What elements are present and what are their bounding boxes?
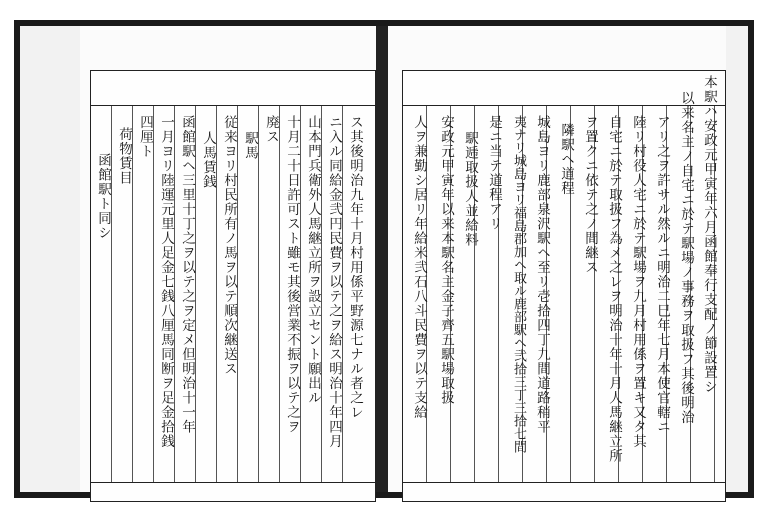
left-heading-jinba-chinsen: 人馬賃銭 [200,131,216,189]
left-col-5: 廃ス [263,115,279,144]
left-bottom-band [91,482,375,501]
left-col-11: 四厘ト [137,115,153,159]
right-col-4: 陸リ村役人宅ニ於テ駅場ヲ九月村用係ヲ置キ又タ其 [630,115,646,449]
right-col-9: 夷ナリ城島ヨリ福島郡加ヘ取ル鹿部駅ヘ弐拾三丁三拾七間 [511,115,526,453]
left-heading-ekiba: 駅馬 [242,131,258,160]
left-col-4: 十月二十日許可スト雖モ其後営業不振ヲ以テ之ヲ [284,115,300,434]
right-page-margin [726,26,748,492]
right-col-6: ヲ置クニ依テ之ノ間継ス [582,115,598,275]
right-col-1: 本駅ハ安政元甲寅年六月函館奉行支配ノ節設置シ [701,75,717,394]
right-col-2: 以来名主ノ自宅ニ於テ駅場ノ事務ヲ取扱フ其後明治 [678,91,694,425]
left-col-10: 一月ヨリ陸運元里人足金七銭八厘馬同断ヲ足金拾銭 [158,115,174,449]
left-page-margin [20,26,80,492]
right-col-5: 自宅ニ於テ取扱フ為メ之レヲ明治十年十月人馬継立所 [606,115,622,463]
right-col-12: 安政元甲寅年以来本駅名主金子齊五駅場取扱 [438,115,454,405]
right-col-8: 城島ヨリ鹿部泉沢駅ヘ至リ壱拾四丁九間道路稍平 [534,115,550,434]
book-gutter [376,26,388,492]
left-page-frame [90,70,376,502]
left-heading-nimotsu: 荷物賃目 [116,127,132,185]
right-col-3: アリ之ヲ許サル然ルニ明治二巳年七月本使官轄ニ [654,115,670,434]
left-col-1: ス其後明治九年十月村用係平野源七ナル者之レ [347,115,363,420]
right-page [388,26,748,492]
left-col-2: ニ入ル同給金弐円民費ヲ以テ之ヲ給ス明治十年四月 [326,115,342,449]
left-top-band [91,71,375,106]
left-col-7: 従来ヨリ村民所有ノ馬ヲ以テ順次継送ス [221,115,237,376]
right-top-band [403,71,725,106]
left-page [20,26,376,492]
right-heading-ekitei-toriatsukainin: 駅逓取扱人並給料 [462,131,478,247]
left-col-13: 函館駅ト同シ [95,153,111,240]
right-col-13: 人ヲ兼勤シ居リ年給米弐石八斗民費ヲ以テ支給 [411,115,427,420]
left-col-3: 山本門兵衛外人馬継立所ヲ設立セント願出ル [305,115,321,405]
right-col-10: 是ニ当テ道程アリ [486,115,502,231]
left-col-9: 函館駅ヘ三里十丁之ヲ以テ之ヲ定メ但明治十一年 [179,115,195,434]
right-heading-rinkaku-dotei: 隣駅ヘ道程 [558,123,574,196]
right-bottom-band [403,482,725,501]
right-page-frame [402,70,726,502]
